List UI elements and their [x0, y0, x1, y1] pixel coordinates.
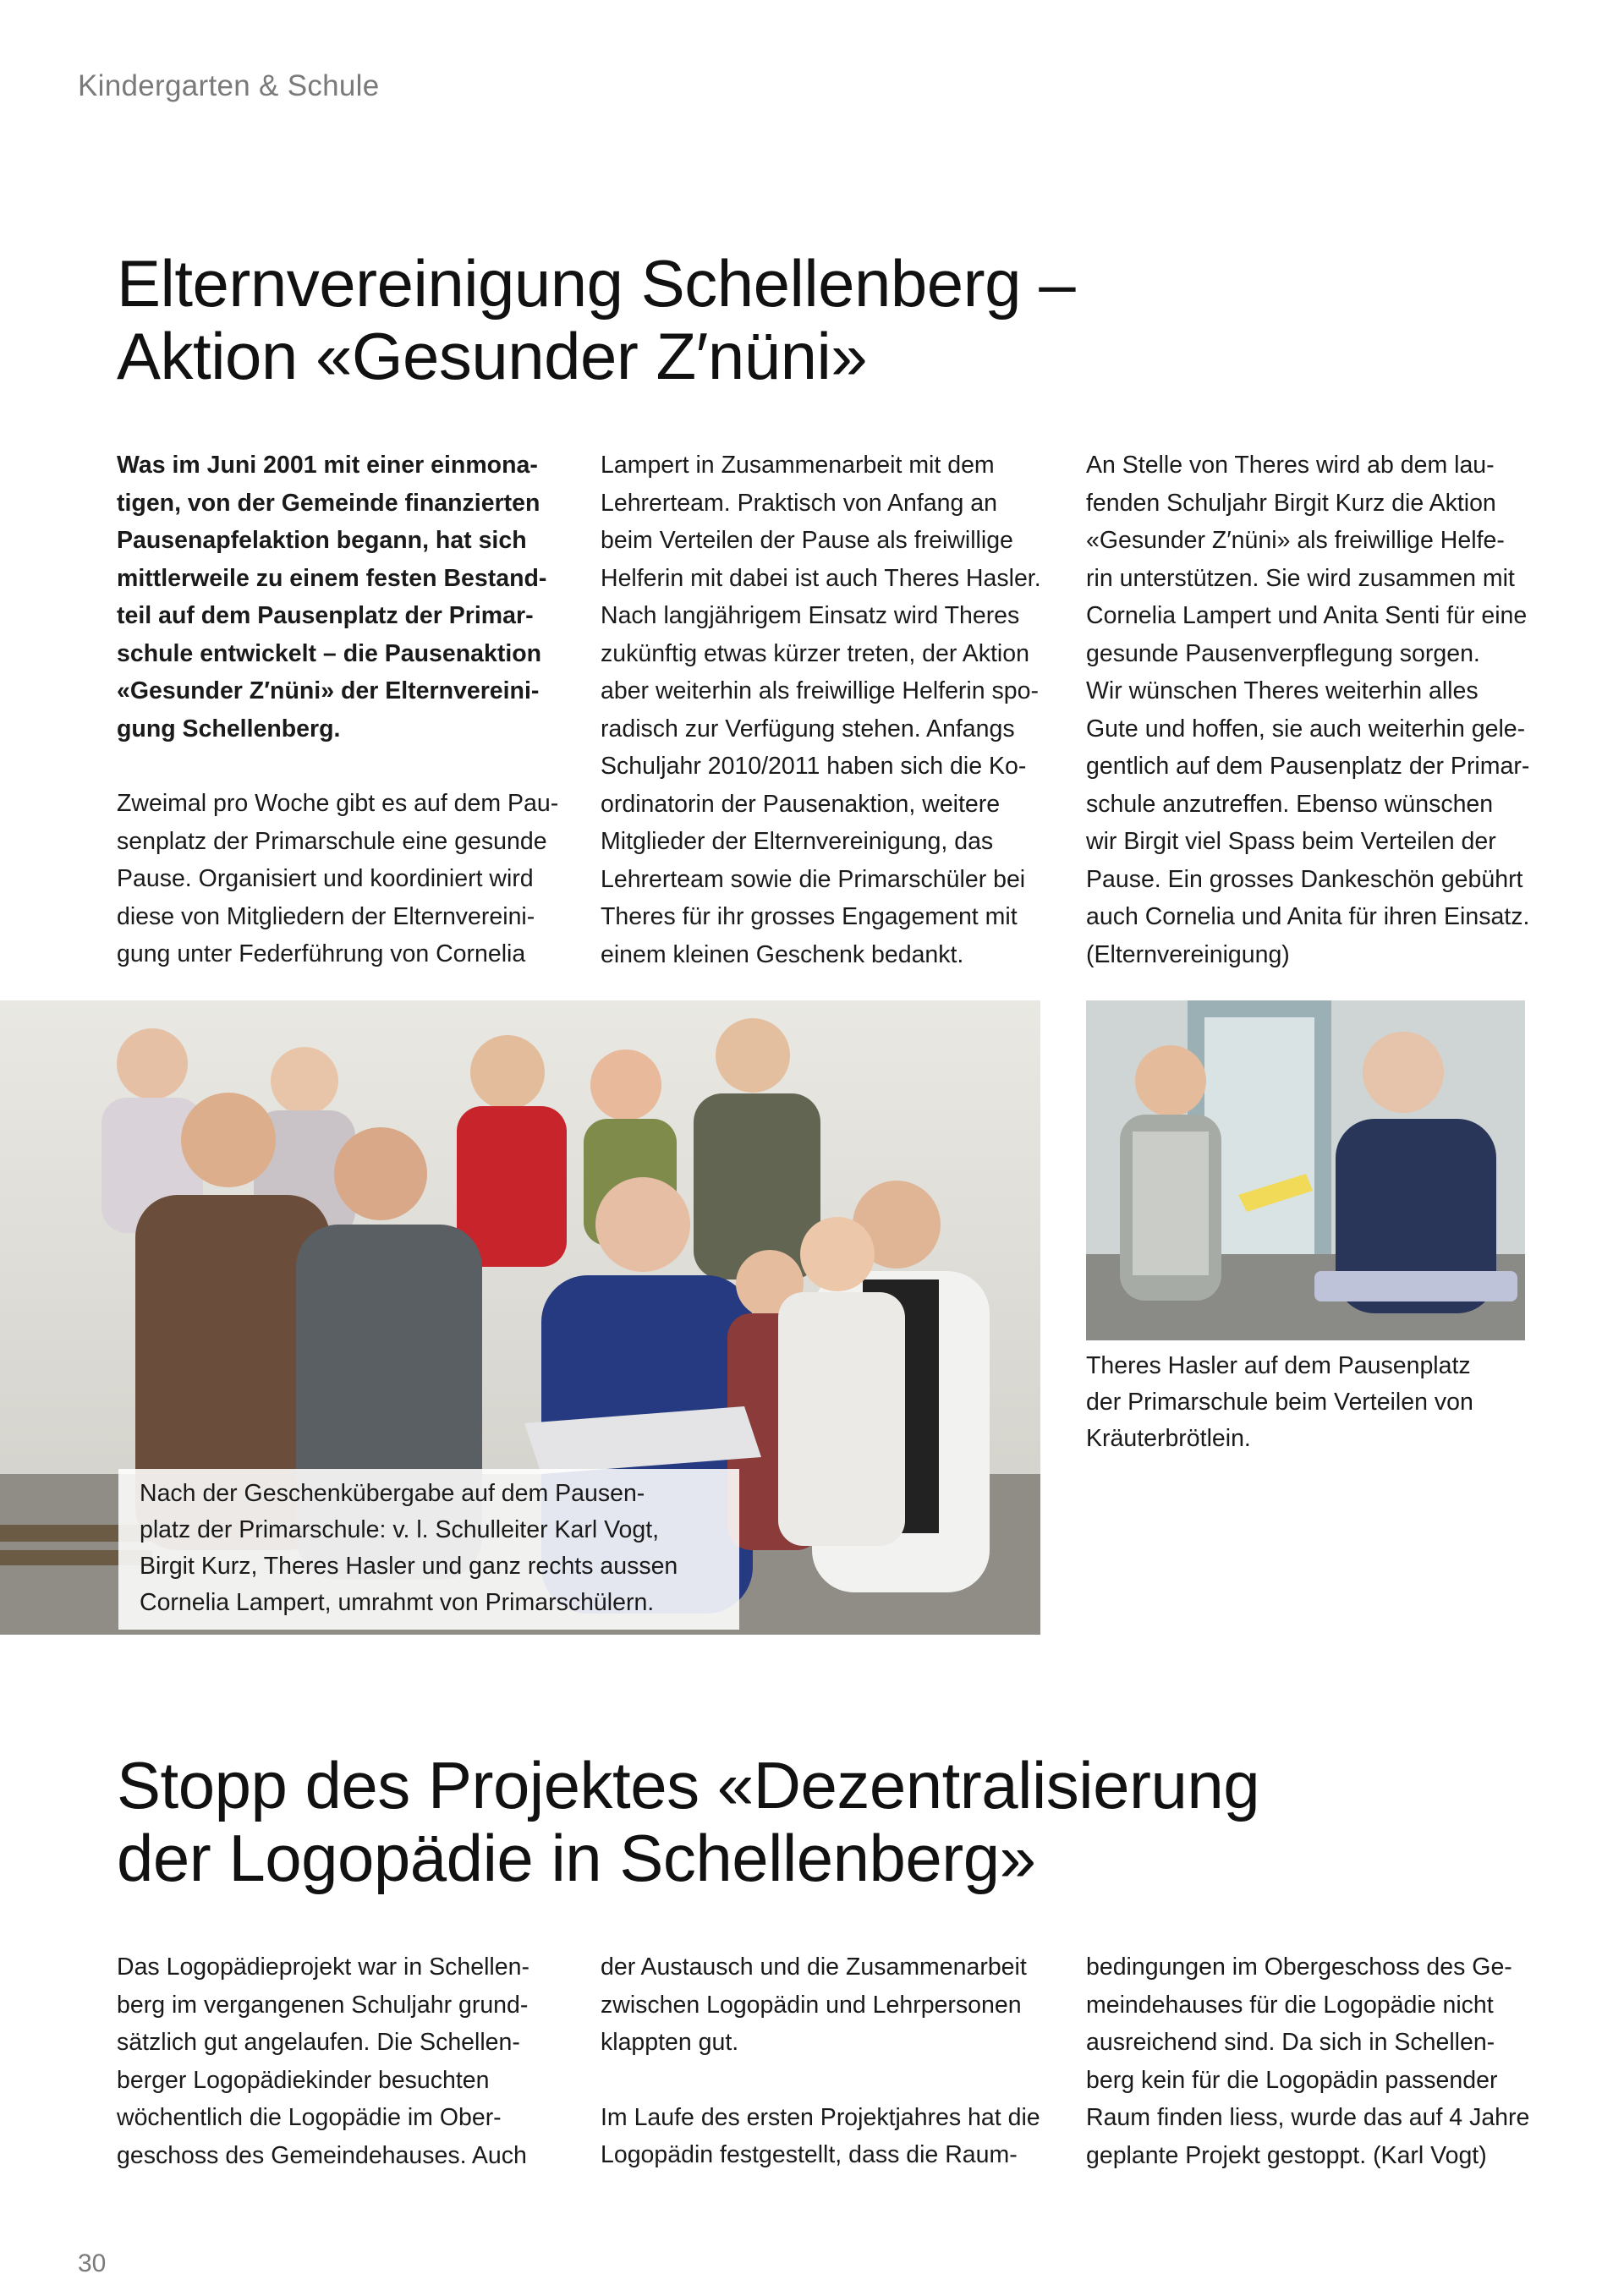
text-line: schule entwickelt – die Pausenaktion	[117, 639, 542, 667]
text-line: fenden Schuljahr Birgit Kurz die Aktion	[1086, 489, 1496, 517]
article1-column-3	[1086, 447, 1534, 973]
text-line: «Gesunder Z′nüni» als freiwillige Helfe-	[1086, 527, 1505, 554]
text-line: meindehauses für die Logopädie nicht	[1086, 1991, 1494, 2019]
text-line: Nach langjährigem Einsatz wird Theres	[601, 602, 1020, 629]
section-label: Kindergarten & Schule	[78, 69, 380, 102]
text-line: Logopädin festgestellt, dass die Raum-	[601, 2141, 1018, 2168]
title-line: der Logopädie in Schellenberg»	[117, 1821, 1036, 1895]
caption-line: Cornelia Lampert, umrahmt von Primarschülern.	[140, 1589, 655, 1616]
text-line: berg im vergangenen Schuljahr grund-	[117, 1991, 529, 2019]
article2-column-3	[1086, 1948, 1534, 2174]
page-number: 30	[78, 2249, 107, 2277]
text-line: schule anzutreffen. Ebenso wünschen	[1086, 790, 1494, 818]
text-line: wir Birgit viel Spass beim Verteilen der	[1086, 828, 1496, 855]
text-line: gentlich auf dem Pausenplatz der Primar-	[1086, 753, 1530, 780]
text-line: ausreichend sind. Da sich in Schellen-	[1086, 2029, 1495, 2056]
caption-line: platz der Primarschule: v. l. Schulleiter Karl Vogt,	[140, 1516, 660, 1543]
text-line: auch Cornelia und Anita für ihren Einsatz.	[1086, 903, 1530, 930]
text-line: gung unter Federführung von Cornelia	[117, 940, 526, 967]
text-line: Lehrerteam. Praktisch von Anfang an	[601, 489, 997, 517]
text-line: sätzlich gut angelaufen. Die Schellen-	[117, 2029, 520, 2056]
text-line: Raum finden liess, wurde das auf 4 Jahre	[1086, 2104, 1530, 2131]
text-line: Mitglieder der Elternvereinigung, das	[601, 828, 994, 855]
text-line: tigen, von der Gemeinde finanzierten	[117, 489, 540, 517]
text-line: «Gesunder Z′nüni» der Elternvereini-	[117, 677, 540, 704]
text-line: zukünftig etwas kürzer treten, der Aktion	[601, 639, 1029, 667]
text-line: rin unterstützen. Sie wird zusammen mit	[1086, 564, 1515, 592]
text-line: berger Logopädiekinder besuchten	[117, 2066, 490, 2094]
text-line: Pausenapfelaktion begann, hat sich	[117, 527, 527, 554]
text-line: Cornelia Lampert und Anita Senti für eine	[1086, 602, 1528, 629]
text-line: Theres für ihr grosses Engagement mit	[601, 903, 1018, 930]
small-photo-image	[1086, 1000, 1525, 1340]
title-line: Aktion «Gesunder Z′nüni»	[117, 319, 868, 393]
small-photo-caption	[1086, 1348, 1560, 1457]
text-line: diese von Mitgliedern der Elternvereini-	[117, 902, 535, 930]
caption-line: der Primarschule beim Verteilen von	[1086, 1389, 1473, 1416]
text-line: Pause. Ein grosses Dankeschön gebührt	[1086, 865, 1523, 893]
caption-line: Kräuterbrötlein.	[1086, 1425, 1251, 1452]
text-line: geschoss des Gemeindehauses. Auch	[117, 2141, 527, 2169]
text-line: aber weiterhin als freiwillige Helferin spo-	[601, 677, 1039, 704]
text-line: wöchentlich die Logopädie im Ober-	[117, 2104, 502, 2131]
text-line: Was im Juni 2001 mit einer einmona-	[117, 452, 538, 479]
article1-column-2	[601, 447, 1049, 973]
text-line: gung Schellenberg.	[117, 715, 341, 743]
caption-line: Birgit Kurz, Theres Hasler und ganz rechts aussen	[140, 1553, 678, 1580]
text-line: An Stelle von Theres wird ab dem lau-	[1086, 452, 1495, 479]
text-line: Das Logopädieprojekt war in Schellen-	[117, 1954, 529, 1981]
caption-line: Nach der Geschenkübergabe auf dem Pausen-	[140, 1480, 645, 1507]
article2-title	[117, 1749, 1259, 1894]
title-line: Elternvereinigung Schellenberg –	[117, 246, 1076, 321]
article2-column-1	[117, 1948, 565, 2174]
text-line: (Elternvereinigung)	[1086, 940, 1290, 968]
text-line: Lampert in Zusammenarbeit mit dem	[601, 452, 995, 479]
caption-line: Theres Hasler auf dem Pausenplatz	[1086, 1352, 1471, 1379]
text-line: teil auf dem Pausenplatz der Primar-	[117, 602, 534, 629]
text-line: ordinatorin der Pausenaktion, weitere	[601, 790, 1001, 818]
text-line: Wir wünschen Theres weiterhin alles	[1086, 677, 1479, 704]
group-photo-caption	[118, 1469, 739, 1630]
text-line: bedingungen im Obergeschoss des Ge-	[1086, 1954, 1512, 1981]
text-line: senplatz der Primarschule eine gesunde	[117, 827, 547, 855]
text-line: berg kein für die Logopädin passender	[1086, 2066, 1498, 2094]
text-line: radisch zur Verfügung stehen. Anfangs	[601, 715, 1015, 743]
text-line: klappten gut.	[601, 2029, 739, 2056]
text-line: mittlerweile zu einem festen Bestand-	[117, 564, 547, 592]
article1-title	[117, 247, 1075, 392]
text-line: Im Laufe des ersten Projektjahres hat die	[601, 2103, 1040, 2131]
text-line: zwischen Logopädin und Lehrpersonen	[601, 1991, 1022, 2019]
small-photo	[1086, 1000, 1525, 1340]
text-line: geplante Projekt gestoppt. (Karl Vogt)	[1086, 2141, 1487, 2169]
text-line: Pause. Organisiert und koordiniert wird	[117, 865, 534, 892]
text-line: Zweimal pro Woche gibt es auf dem Pau-	[117, 790, 559, 817]
text-line: Schuljahr 2010/2011 haben sich die Ko-	[601, 753, 1027, 780]
article2-column-2	[601, 1948, 1049, 2174]
text-line: gesunde Pausenverpflegung sorgen.	[1086, 639, 1480, 667]
text-line: Gute und hoffen, sie auch weiterhin gele-	[1086, 715, 1526, 743]
text-line: der Austausch und die Zusammenarbeit	[601, 1954, 1027, 1981]
title-line: Stopp des Projektes «Dezentralisierung	[117, 1748, 1260, 1822]
article1-column-1	[117, 447, 565, 973]
text-line: einem kleinen Geschenk bedankt.	[601, 940, 964, 968]
text-line: beim Verteilen der Pause als freiwillige	[601, 527, 1013, 554]
text-line: Helferin mit dabei ist auch Theres Hasler.	[601, 564, 1041, 592]
text-line: Lehrerteam sowie die Primarschüler bei	[601, 865, 1026, 893]
